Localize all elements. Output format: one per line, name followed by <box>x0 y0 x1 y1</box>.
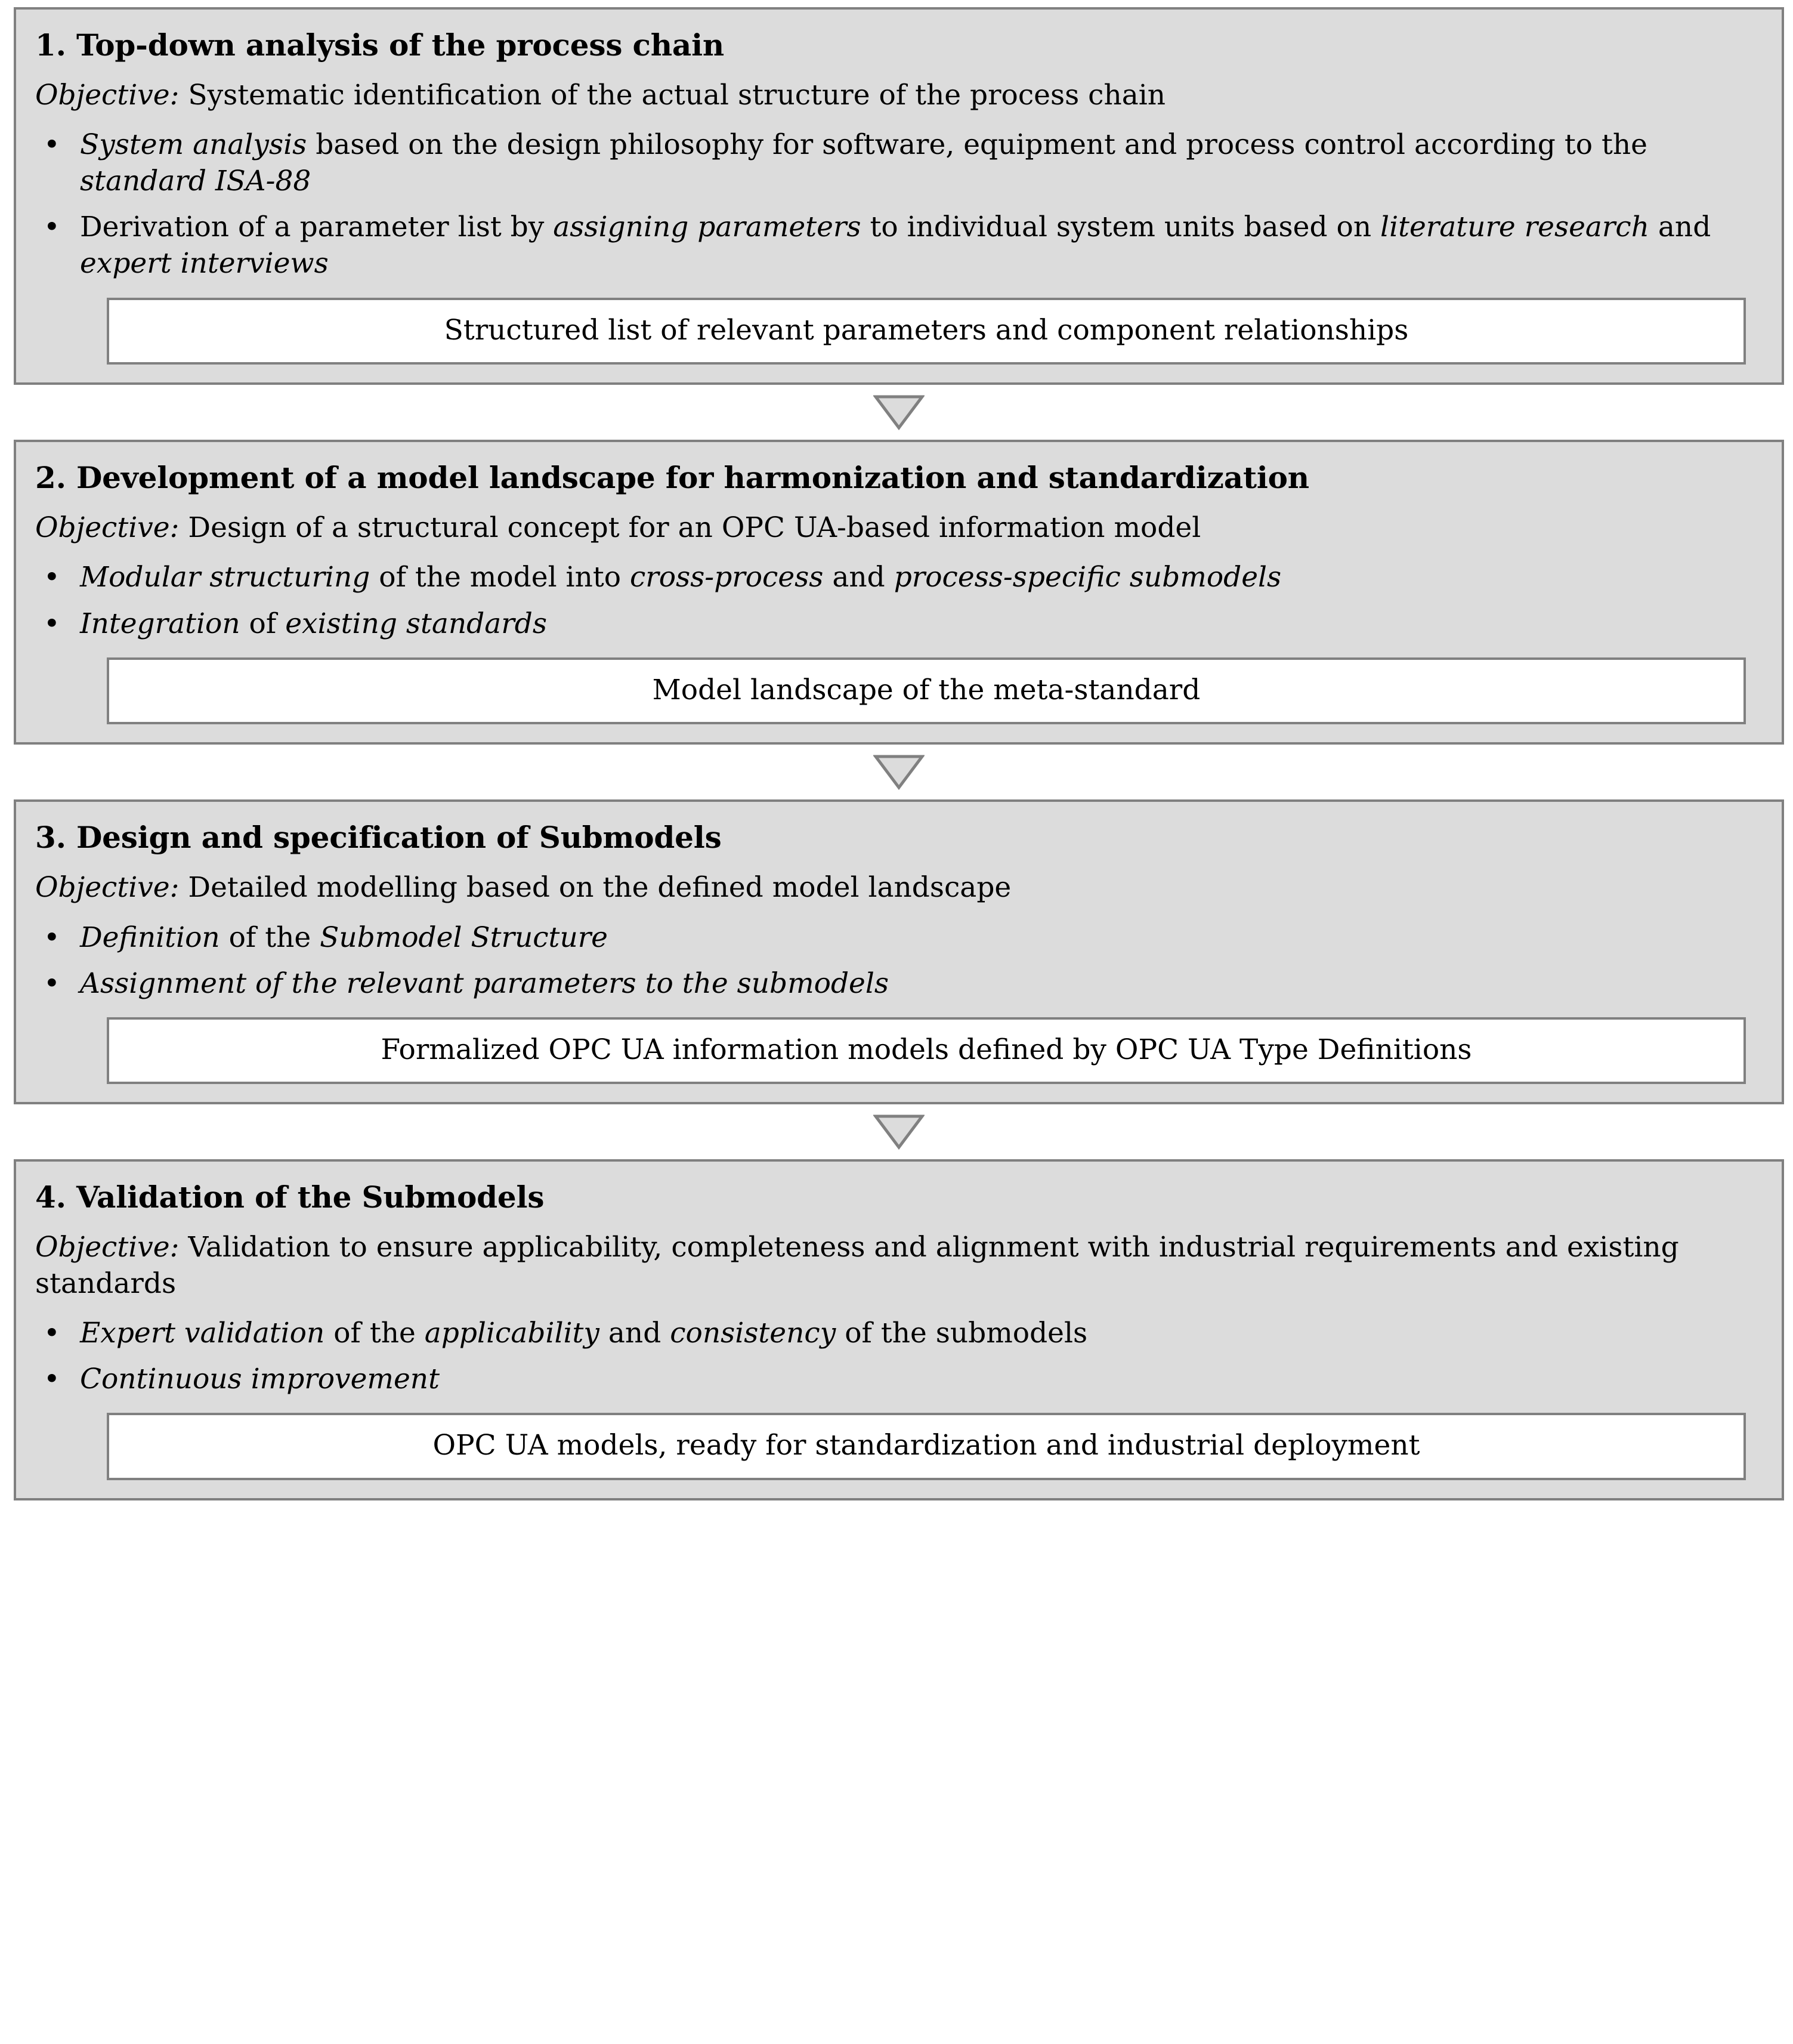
bullet-item <box>35 1315 1763 1351</box>
emphasis-text: Integration <box>80 607 240 640</box>
bullet-dot-icon: • <box>44 967 60 1000</box>
bullet-item <box>35 209 1763 282</box>
triangle-down-icon <box>873 754 925 790</box>
emphasis-text: standard ISA-88 <box>80 165 311 198</box>
objective-text: Detailed modelling based on the defined model landscape <box>179 871 1012 904</box>
bullet-item <box>35 126 1763 199</box>
bullet-item <box>35 965 1763 1002</box>
stage-title: 2. Development of a model landscape for harmonization and standardization <box>35 460 1309 496</box>
plain-text: and <box>599 1316 670 1350</box>
bullet-dot-icon: • <box>44 1316 60 1350</box>
stage-box-4 <box>14 1159 1784 1500</box>
plain-text: and <box>823 561 894 594</box>
objective-text: Validation to ensure applicability, completeness and alignment with industrial requirements and existing standards <box>35 1231 1679 1300</box>
result-box-wrapper <box>35 1413 1763 1480</box>
stage-objective <box>35 870 1763 906</box>
emphasis-text: existing standards <box>285 607 547 640</box>
bullet-dot-icon: • <box>44 1362 60 1395</box>
stage-result-box: Formalized OPC UA information models defined by OPC UA Type Definitions <box>107 1017 1746 1085</box>
emphasis-text: Expert validation <box>80 1316 325 1350</box>
bullet-dot-icon: • <box>44 561 60 594</box>
stage-objective <box>35 78 1763 113</box>
emphasis-text: literature research <box>1380 211 1649 244</box>
emphasis-text: System analysis <box>80 128 307 162</box>
result-box-wrapper <box>35 657 1763 725</box>
stage-connector <box>14 385 1784 440</box>
stage-connector <box>14 745 1784 799</box>
stage-connector <box>14 1104 1784 1159</box>
result-box-wrapper <box>35 1017 1763 1085</box>
plain-text: to individual system units based on <box>861 211 1381 244</box>
bullet-text <box>80 1363 440 1395</box>
stage-flow-container <box>14 7 1784 1500</box>
bullet-text <box>80 128 1647 197</box>
stage-result-box: Structured list of relevant parameters and component relationships <box>107 298 1746 365</box>
bullet-text <box>80 1317 1087 1350</box>
emphasis-text: Modular structuring <box>80 561 370 594</box>
plain-text: of the <box>324 1316 425 1350</box>
plain-text: and <box>1649 211 1711 244</box>
bullet-list <box>35 126 1763 282</box>
emphasis-text: consistency <box>670 1316 836 1350</box>
emphasis-text: assigning parameters <box>553 211 861 244</box>
plain-text: of <box>240 607 286 640</box>
bullet-dot-icon: • <box>44 128 60 162</box>
objective-label: Objective: <box>35 79 180 112</box>
triangle-down-icon <box>873 394 925 430</box>
stage-result-box: Model landscape of the meta-standard <box>107 657 1746 725</box>
bullet-list <box>35 1315 1763 1397</box>
result-box-wrapper <box>35 298 1763 365</box>
bullet-text <box>80 211 1711 280</box>
emphasis-text: applicability <box>424 1316 599 1350</box>
bullet-item <box>35 919 1763 956</box>
emphasis-text: Definition <box>80 921 220 954</box>
bullet-list <box>35 559 1763 641</box>
stage-title: 1. Top-down analysis of the process chain <box>35 27 725 63</box>
objective-label: Objective: <box>35 1231 180 1264</box>
emphasis-text: Continuous improvement <box>80 1362 440 1395</box>
emphasis-text: Assignment of the relevant parameters to the submodels <box>80 967 889 1000</box>
stage-box-1 <box>14 7 1784 385</box>
stage-result-box: OPC UA models, ready for standardization and industrial deployment <box>107 1413 1746 1480</box>
emphasis-text: cross-process <box>629 561 824 594</box>
emphasis-text: process-specific submodels <box>894 561 1282 594</box>
bullet-text <box>80 921 608 954</box>
emphasis-text: Submodel Structure <box>320 921 608 954</box>
stage-box-3 <box>14 799 1784 1104</box>
objective-text: Systematic identification of the actual structure of the process chain <box>179 79 1166 112</box>
objective-label: Objective: <box>35 511 180 545</box>
stage-title: 4. Validation of the Submodels <box>35 1180 545 1215</box>
triangle-down-icon <box>873 1114 925 1150</box>
bullet-text <box>80 967 889 1000</box>
bullet-text <box>80 607 547 640</box>
stage-box-2 <box>14 440 1784 745</box>
bullet-dot-icon: • <box>44 921 60 954</box>
bullet-item <box>35 1361 1763 1397</box>
stage-objective <box>35 1230 1763 1301</box>
bullet-item <box>35 606 1763 642</box>
plain-text: Derivation of a parameter list by <box>80 211 554 244</box>
plain-text: of the submodels <box>836 1316 1088 1350</box>
plain-text: of the <box>220 921 320 954</box>
stage-title: 3. Design and specification of Submodels <box>35 820 722 856</box>
plain-text: based on the design philosophy for software, equipment and process control according to the <box>307 128 1647 162</box>
plain-text: of the model into <box>370 561 630 594</box>
bullet-dot-icon: • <box>44 211 60 244</box>
bullet-item <box>35 559 1763 595</box>
bullet-dot-icon: • <box>44 607 60 640</box>
bullet-list <box>35 919 1763 1002</box>
stage-objective <box>35 510 1763 546</box>
emphasis-text: expert interviews <box>80 247 329 280</box>
bullet-text <box>80 561 1281 594</box>
objective-label: Objective: <box>35 871 180 904</box>
objective-text: Design of a structural concept for an OPC UA-based information model <box>179 511 1201 545</box>
